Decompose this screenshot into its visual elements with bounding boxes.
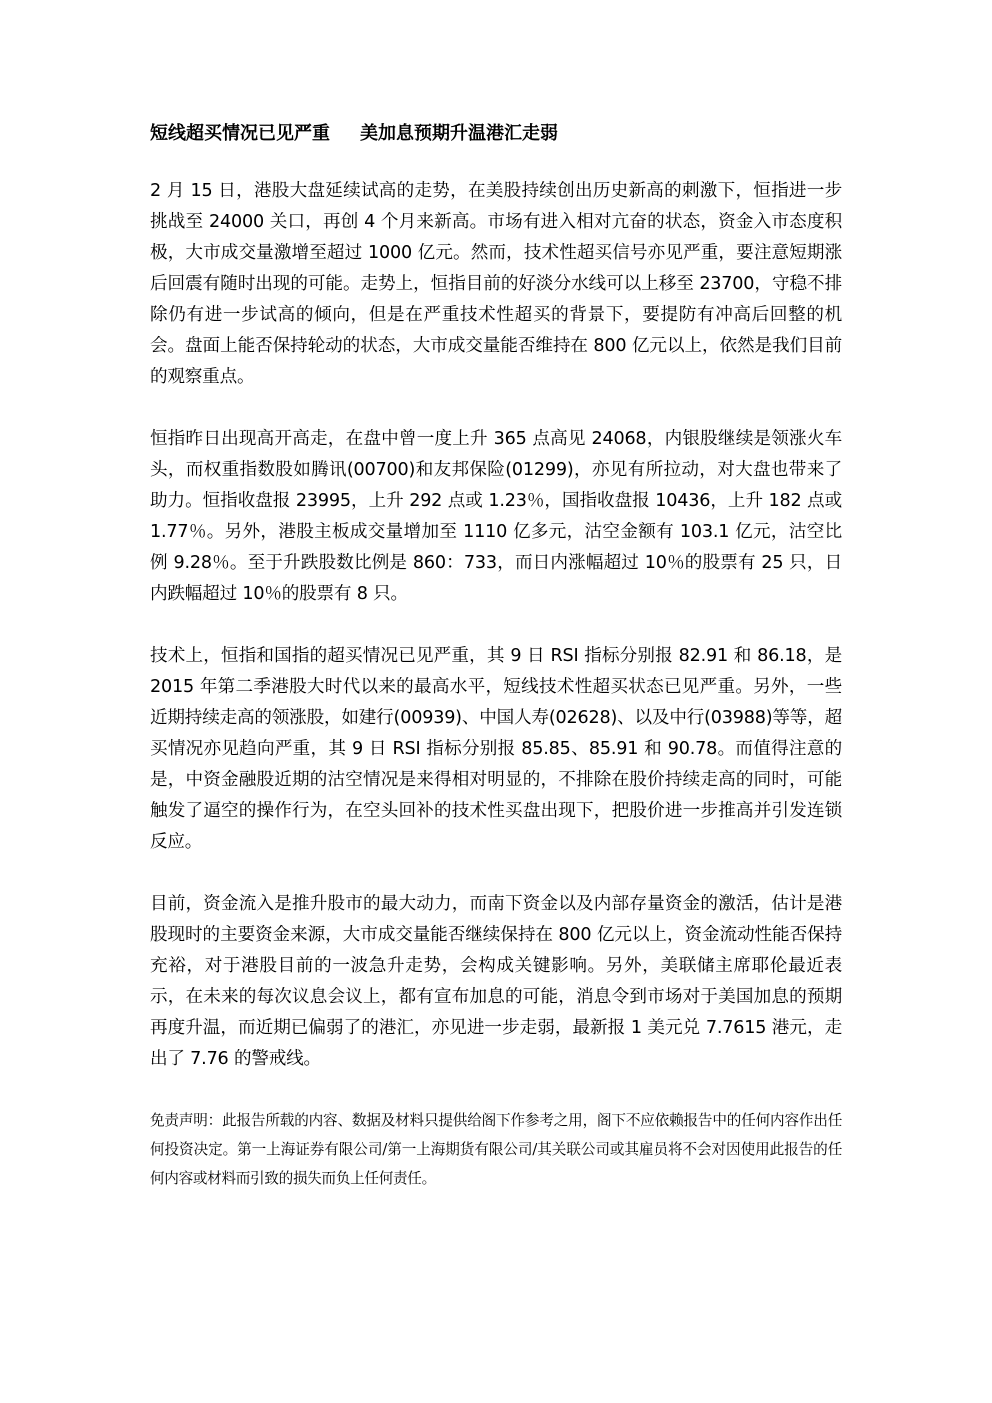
paragraph-technical-analysis: 技术上，恒指和国指的超买情况已见严重，其 9 日 RSI 指标分别报 82.91 和 86.18，是 2015 年第二季港股大时代以来的最高水平，短线技术性超买状态已见严重。另外，一些近期持续走高的领涨股，如建行(00939)、中国人寿(02628)、以及中行(03988)等等，超买情况亦见趋向严重，其 9 日 RSI 指标分别报 85.85、85.91 和 90.78。而值得注意的是，中资金融股近期的沽空情况是来得相对明显的，不排除在股价持续走高的同时，可能触发了逼空的操作行为，在空头回补的技术性买盘出现下，把股价进一步推高并引发连锁反应。 bbox=[150, 646, 842, 852]
document-page bbox=[150, 118, 842, 1193]
document-title bbox=[150, 118, 842, 150]
title-part-2: 美加息预期升温港汇走弱 bbox=[360, 123, 558, 144]
disclaimer: 免责声明：此报告所载的内容、数据及材料只提供给阁下作参考之用，阁下不应依赖报告中的任何内容作出任何投资决定。第一上海证券有限公司/第一上海期货有限公司/其关联公司或其雇员将不会对因使用此报告的任何内容或材料而引致的损失而负上任何责任。 bbox=[150, 1112, 842, 1187]
paragraph-capital-flow: 目前，资金流入是推升股市的最大动力，而南下资金以及内部存量资金的激活，估计是港股现时的主要资金来源，大市成交量能否继续保持在 800 亿元以上，资金流动性能否保持充裕，对于港股目前的一波急升走势，会构成关键影响。另外，美联储主席耶伦最近表示，在未来的每次议息会议上，都有宣布加息的可能，消息令到市场对于美国加息的预期再度升温，而近期已偏弱了的港汇，亦见进一步走弱，最新报 1 美元兑 7.7615 港元，走出了 7.76 的警戒线。 bbox=[150, 894, 842, 1069]
paragraph-index-performance: 恒指昨日出现高开高走，在盘中曾一度上升 365 点高见 24068，内银股继续是领涨火车头，而权重指数股如腾讯(00700)和友邦保险(01299)，亦见有所拉动，对大盘也带来了助力。恒指收盘报 23995，上升 292 点或 1.23％，国指收盘报 10436，上升 182 点或 1.77％。另外，港股主板成交量增加至 1110 亿多元，沽空金额有 103.1 亿元，沽空比例 9.28％。至于升跌股数比例是 860：733，而日内涨幅超过 10％的股票有 25 只，日内跌幅超过 10％的股票有 8 只。 bbox=[150, 429, 842, 604]
paragraph-market-overview: 2 月 15 日，港股大盘延续试高的走势，在美股持续创出历史新高的刺激下，恒指进一步挑战至 24000 关口，再创 4 个月来新高。市场有进入相对亢奋的状态，资金入市态度积极，大市成交量激增至超过 1000 亿元。然而，技术性超买信号亦见严重，要注意短期涨后回震有随时出现的可能。走势上，恒指目前的好淡分水线可以上移至 23700，守稳不排除仍有进一步试高的倾向，但是在严重技术性超买的背景下，要提防有冲高后回整的机会。盘面上能否保持轮动的状态，大市成交量能否维持在 800 亿元以上，依然是我们目前的观察重点。 bbox=[150, 181, 842, 387]
title-part-1: 短线超买情况已见严重 bbox=[150, 123, 330, 144]
